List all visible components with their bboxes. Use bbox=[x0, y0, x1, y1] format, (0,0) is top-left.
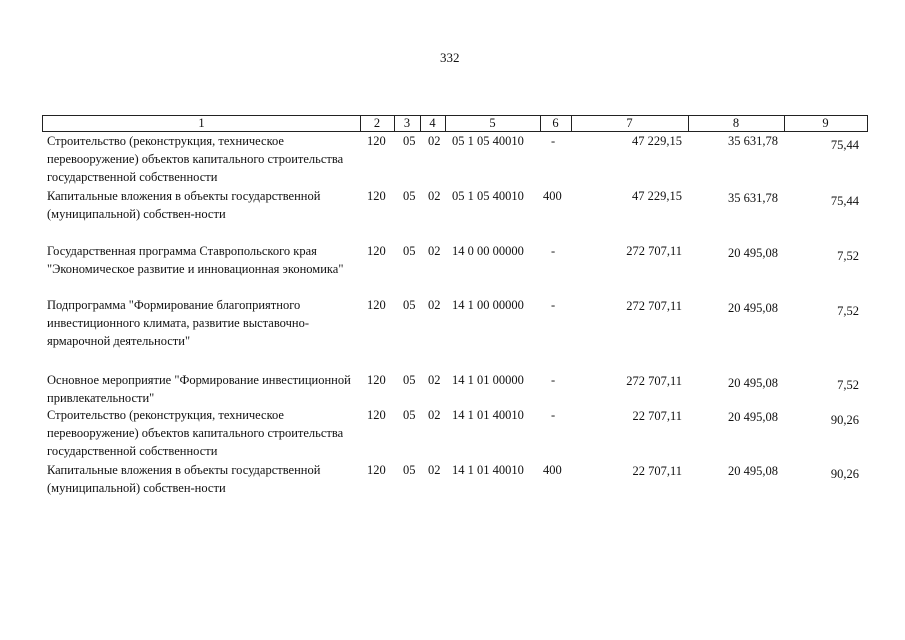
cell-section: 05 bbox=[403, 134, 416, 148]
row-name: Капитальные вложения в объекты государственной (муниципальной) собствен-ности bbox=[47, 189, 321, 221]
cell-type: - bbox=[551, 244, 556, 258]
cell-percent: 75,44 bbox=[830, 194, 859, 208]
cell-percent: 75,44 bbox=[830, 138, 859, 152]
column-header: 6 bbox=[552, 116, 559, 130]
cell-type: - bbox=[551, 298, 556, 312]
cell-code: 120 bbox=[367, 373, 386, 387]
cell-target: 05 1 05 40010 bbox=[452, 189, 524, 203]
cell-actual: 20 495,08 bbox=[728, 246, 778, 260]
cell-code: 120 bbox=[367, 463, 386, 477]
column-header: 5 bbox=[489, 116, 496, 130]
cell-plan: 272 707,11 bbox=[626, 244, 682, 258]
cell-subsection: 02 bbox=[428, 298, 441, 312]
cell-actual: 20 495,08 bbox=[728, 464, 778, 478]
column-header: 3 bbox=[403, 116, 411, 130]
row-name: Основное мероприятие "Формирование инвестиционной привлекательности" bbox=[47, 373, 351, 405]
cell-section: 05 bbox=[403, 189, 416, 203]
cell-target: 14 1 00 00000 bbox=[452, 298, 524, 312]
cell-percent: 7,52 bbox=[837, 249, 859, 263]
cell-type: - bbox=[551, 373, 556, 387]
cell-percent: 90,26 bbox=[830, 413, 859, 427]
cell-section: 05 bbox=[403, 298, 416, 312]
cell-target: 14 1 01 40010 bbox=[452, 463, 524, 477]
column-header: 8 bbox=[732, 116, 740, 130]
cell-percent: 7,52 bbox=[837, 378, 859, 392]
column-header: 7 bbox=[626, 116, 633, 130]
row-name: Капитальные вложения в объекты государственной (муниципальной) собствен-ности bbox=[47, 463, 321, 495]
column-header: 4 bbox=[429, 116, 436, 130]
cell-plan: 22 707,11 bbox=[632, 409, 682, 423]
cell-code: 120 bbox=[367, 298, 386, 312]
cell-subsection: 02 bbox=[428, 189, 441, 203]
cell-subsection: 02 bbox=[428, 408, 441, 422]
cell-type: - bbox=[551, 134, 556, 148]
row-name: Подпрограмма "Формирование благоприятного инвестиционного климата, развитие выставочно-ярмарочной деятельности" bbox=[47, 298, 309, 348]
cell-percent: 7,52 bbox=[837, 304, 859, 318]
cell-section: 05 bbox=[403, 463, 416, 477]
cell-code: 120 bbox=[367, 189, 386, 203]
column-header: 9 bbox=[822, 116, 829, 130]
cell-code: 120 bbox=[367, 408, 386, 422]
cell-code: 120 bbox=[367, 134, 386, 148]
page-number: 332 bbox=[440, 50, 460, 65]
row-name: Строительство (реконструкция, техническое перевооружение) объектов капитального строительства государственной собственности bbox=[47, 408, 344, 458]
cell-type: - bbox=[551, 408, 556, 422]
cell-subsection: 02 bbox=[428, 134, 441, 148]
cell-plan: 272 707,11 bbox=[626, 374, 682, 388]
cell-target: 14 0 00 00000 bbox=[452, 244, 524, 258]
cell-code: 120 bbox=[367, 244, 386, 258]
cell-target: 14 1 01 40010 bbox=[452, 408, 524, 422]
cell-actual: 20 495,08 bbox=[728, 410, 778, 424]
cell-section: 05 bbox=[403, 373, 416, 387]
row-name: Строительство (реконструкция, техническое перевооружение) объектов капитального строительства государственной собственности bbox=[47, 134, 344, 184]
cell-plan: 47 229,15 bbox=[632, 134, 682, 148]
cell-type: 400 bbox=[543, 463, 562, 477]
cell-actual: 35 631,78 bbox=[728, 191, 778, 205]
row-name: Государственная программа Ставропольского края "Экономическое развитие и инновационная экономика" bbox=[47, 244, 344, 276]
cell-plan: 272 707,11 bbox=[626, 299, 682, 313]
cell-percent: 90,26 bbox=[830, 467, 859, 481]
cell-actual: 35 631,78 bbox=[728, 134, 778, 148]
cell-actual: 20 495,08 bbox=[728, 301, 778, 315]
table-header bbox=[42, 115, 868, 132]
cell-type: 400 bbox=[543, 189, 562, 203]
cell-section: 05 bbox=[403, 244, 416, 258]
cell-actual: 20 495,08 bbox=[728, 376, 778, 390]
column-header: 2 bbox=[373, 116, 381, 130]
cell-subsection: 02 bbox=[428, 373, 441, 387]
cell-target: 05 1 05 40010 bbox=[452, 134, 524, 148]
cell-subsection: 02 bbox=[428, 244, 441, 258]
cell-target: 14 1 01 00000 bbox=[452, 373, 524, 387]
cell-plan: 22 707,11 bbox=[632, 464, 682, 478]
cell-subsection: 02 bbox=[428, 463, 441, 477]
cell-section: 05 bbox=[403, 408, 416, 422]
column-header: 1 bbox=[198, 116, 205, 130]
cell-plan: 47 229,15 bbox=[632, 189, 682, 203]
